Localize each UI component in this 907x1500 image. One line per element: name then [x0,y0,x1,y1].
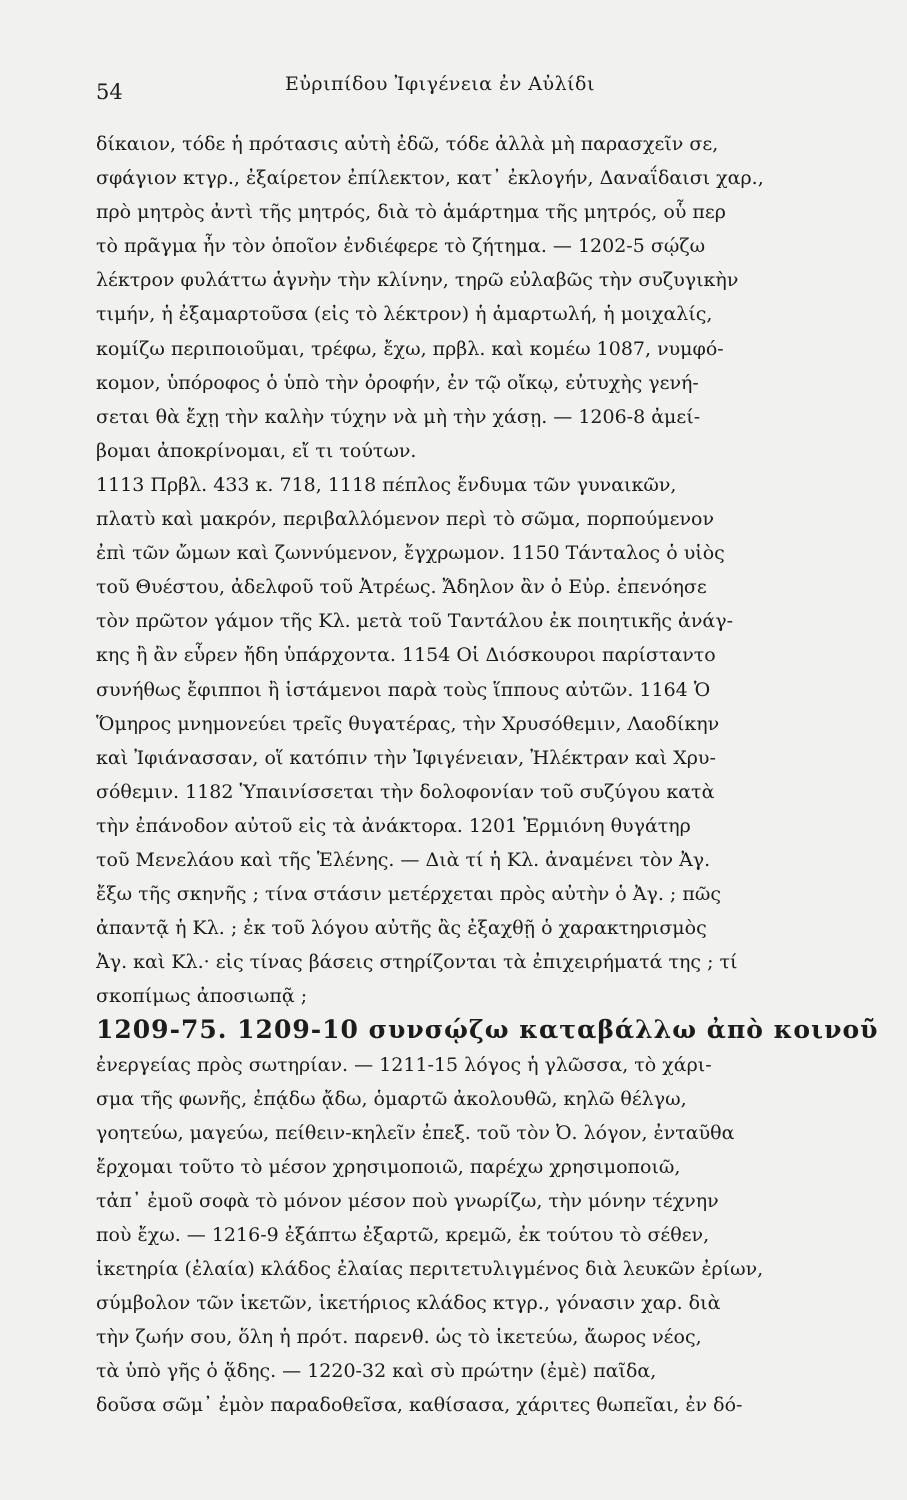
text-line: γοητεύω, μαγεύω, πείθειν-κηλεῖν ἐπεξ. τοῦ τὸν Ὀ. λόγον, ἐνταῦθα [96,1121,735,1144]
text-line: καὶ Ἰφιάνασσαν, οἵ κατόπιν τὴν Ἰφιγένειαν, Ἠλέκτραν καὶ Χρυ- [96,746,716,769]
text-line: λέκτρον φυλάττω ἁγνὴν τὴν κλίνην, τηρῶ εὐλαβῶς τὴν συζυγικὴν [96,269,739,292]
text-line: τὸν πρῶτον γάμον τῆς Κλ. μετὰ τοῦ Ταντάλου ἐκ ποιητικῆς ἀνάγ- [96,610,734,633]
text-line: ἱκετηρία (ἐλαία) κλάδος ἐλαίας περιτετυλιγμένος διὰ λευκῶν ἐρίων, [96,1258,764,1281]
text-line: σόθεμιν. 1182 Ὑπαινίσσεται τὴν δολοφονίαν τοῦ συζύγου κατὰ [96,780,715,803]
text-line: ποὺ ἔχω. — 1216-9 ἐξάπτω ἐξαρτῶ, κρεμῶ, ἐκ τούτου τὸ σέθεν, [96,1224,710,1246]
text-line: 1113 Πρβλ. 433 κ. 718, 1118 πέπλος ἔνδυμα τῶν γυναικῶν, [96,473,677,496]
text-line: κης ἢ ἂν εὗρεν ἤδη ὑπάρχοντα. 1154 Οἱ Διόσκουροι παρίσταντο [96,644,716,667]
text-line: δίκαιον, τόδε ἡ πρότασις αὐτὴ ἐδῶ, τόδε ἀλλὰ μὴ παρασχεῖν σε, [96,133,719,155]
text-line: βομαι ἀποκρίνομαι, εἴ τι τούτων. [96,439,417,462]
text-line: σμα τῆς φωνῆς, ἐπᾴδω ᾄδω, ὁμαρτῶ ἀκολουθῶ, κηλῶ θέλγω, [96,1087,687,1110]
running-title: Εὐριπίδου Ἰφιγένεια ἐν Αὐλίδι [285,73,595,95]
text-line: δοῦσα σῶμ᾽ ἐμὸν παραδοθεῖσα, καθίσασα, χάριτες θωπεῖαι, ἐν δό- [96,1394,743,1417]
text-line: τιμήν, ἡ ἐξαμαρτοῦσα (εἰς τὸ λέκτρον) ἡ ἁμαρτωλή, ἡ μοιχαλίς, [96,303,713,326]
text-line: ἐπὶ τῶν ὤμων καὶ ζωννύμενον, ἔγχρωμον. 1150 Τάνταλος ὁ υἱὸς [96,542,725,565]
text-line: πλατὺ καὶ μακρόν, περιβαλλόμενον περὶ τὸ σῶμα, πορπούμενον [96,508,715,531]
text-line: σφάγιον κτγρ., ἐξαίρετον ἐπίλεκτον, κατ᾽ ἐκλογήν, Δαναΐδαισι χαρ., [96,167,764,190]
text-line: κομον, ὑπόροφος ὁ ὑπὸ τὴν ὀροφήν, ἐν τῷ οἴκῳ, εὐτυχὴς γενή- [96,371,699,394]
section-line: 1209-75. 1209-10 συνσῴζω καταβάλλω ἀπὸ κοινοῦ [96,1015,879,1045]
text-line: τὴν ζωήν σου, ὅλη ἡ πρότ. παρενθ. ὡς τὸ ἱκετεύω, ἄωρος νέος, [96,1326,702,1349]
text-line: τοῦ Μενελάου καὶ τῆς Ἑλένης. — Διὰ τί ἡ Κλ. ἀναμένει τὸν Ἀγ. [96,848,711,871]
text-line: τἀπ᾽ ἐμοῦ σοφὰ τὸ μόνον μέσον ποὺ γνωρίζω, τὴν μόνην τέχνην [96,1189,719,1212]
page-text [96,127,894,1487]
text-line: σκοπίμως ἀποσιωπᾷ ; [96,985,308,1008]
text-line: τὰ ὑπὸ γῆς ὁ ᾅδης. — 1220-32 καὶ σὺ πρώτην (ἐμὲ) παῖδα, [96,1360,657,1383]
text-line: ἔξω τῆς σκηνῆς ; τίνα στάσιν μετέρχεται πρὸς αὐτὴν ὁ Ἀγ. ; πῶς [96,883,721,906]
page-number: 54 [96,80,123,104]
text-line: Ὅμηρος μνημονεύει τρεῖς θυγατέρας, τὴν Χρυσόθεμιν, Λαοδίκην [96,712,720,735]
text-line: συνήθως ἔφιπποι ἢ ἱστάμενοι παρὰ τοὺς ἵππους αὐτῶν. 1164 Ὁ [96,678,711,701]
text-line: ἐνεργείας πρὸς σωτηρίαν. — 1211-15 λόγος ἡ γλῶσσα, τὸ χάρι- [96,1053,712,1076]
text-line: Ἀγ. καὶ Κλ.· εἰς τίνας βάσεις στηρίζονται τὰ ἐπιχειρήματά της ; τί [96,951,738,974]
text-line: σύμβολον τῶν ἱκετῶν, ἱκετήριος κλάδος κτγρ., γόνασιν χαρ. διὰ [96,1292,721,1315]
text-line: κομίζω περιποιοῦμαι, τρέφω, ἔχω, πρβλ. καὶ κομέω 1087, νυμφό- [96,337,724,360]
text-line: σεται θὰ ἔχῃ τὴν καλὴν τύχην νὰ μὴ τὴν χάσῃ. — 1206-8 ἀμεί- [96,405,701,428]
text-line: τοῦ Θυέστου, ἀδελφοῦ τοῦ Ἀτρέως. Ἄδηλον ἂν ὁ Εὐρ. ἐπενόησε [96,576,707,599]
text-line: τὸ πρᾶγμα ἦν τὸν ὁποῖον ἐνδιέφερε τὸ ζήτημα. — 1202-5 σῴζω [96,235,706,258]
text-line: πρὸ μητρὸς ἀντὶ τῆς μητρός, διὰ τὸ ἁμάρτημα τῆς μητρός, οὗ περ [96,201,726,224]
text-line: τὴν ἐπάνοδον αὐτοῦ εἰς τὰ ἀνάκτορα. 1201 Ἑρμιόνη θυγάτηρ [96,814,691,837]
text-line: ἔρχομαι τοῦτο τὸ μέσον χρησιμοποιῶ, παρέχω χρησιμοποιῶ, [96,1155,681,1178]
text-line: ἀπαντᾷ ἡ Κλ. ; ἐκ τοῦ λόγου αὐτῆς ἂς ἐξαχθῇ ὁ χαρακτηρισμὸς [96,917,707,940]
